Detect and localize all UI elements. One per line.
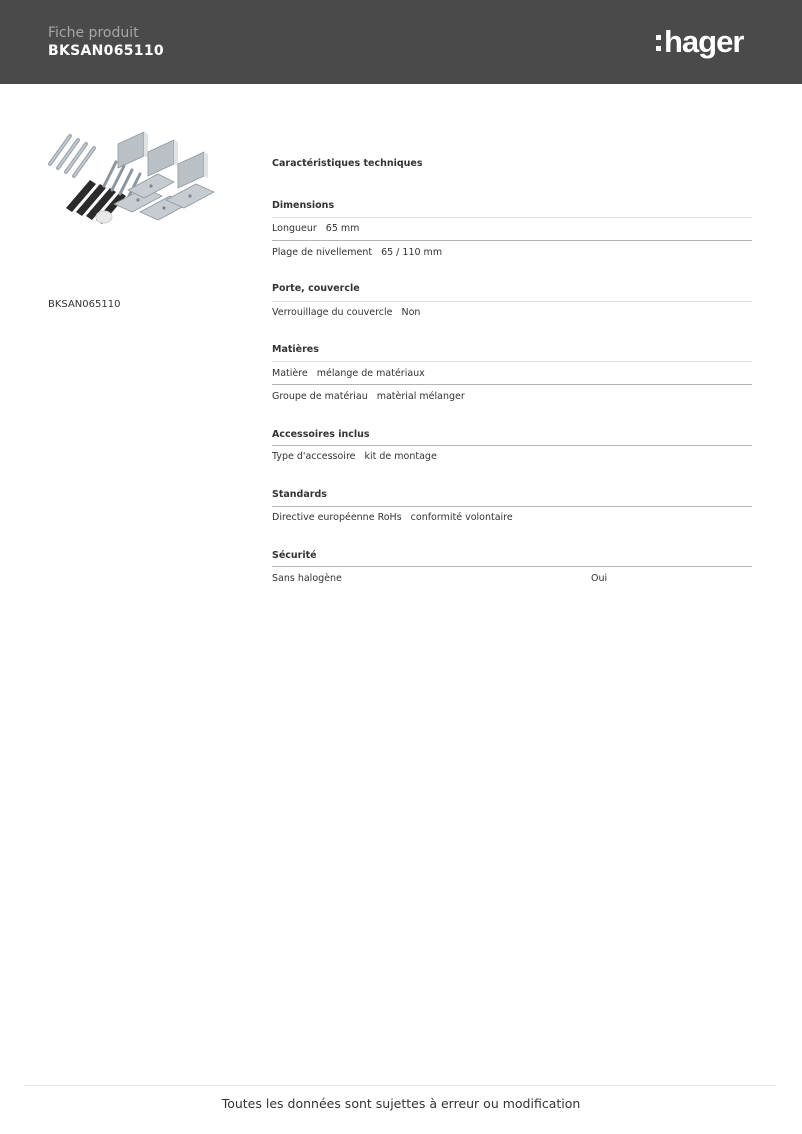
- divider: [272, 445, 752, 446]
- section-title-standards: Standards: [272, 489, 327, 500]
- spec-value: mélange de matériaux: [316, 368, 425, 379]
- spec-row: [272, 306, 420, 319]
- page-header: [0, 0, 802, 84]
- divider: [272, 240, 752, 241]
- brand-wordmark: hager: [664, 24, 744, 59]
- divider: [272, 506, 752, 507]
- spec-label: Sans halogène: [272, 573, 342, 584]
- divider: [272, 217, 752, 218]
- section-title-porte-couvercle: Porte, couvercle: [272, 283, 360, 294]
- divider: [272, 384, 752, 385]
- product-photo-icon: [44, 124, 218, 230]
- header-title: BKSAN065110: [48, 43, 164, 59]
- spec-value: conformité volontaire: [410, 512, 513, 523]
- spec-value: 65 mm: [325, 223, 360, 234]
- divider: [272, 361, 752, 362]
- spec-label: Matière: [272, 368, 308, 379]
- spec-value: Oui: [591, 573, 608, 584]
- section-title-securite: Sécurité: [272, 550, 317, 561]
- section-title-dimensions: Dimensions: [272, 200, 335, 211]
- spec-row: [272, 222, 359, 235]
- spec-value: Non: [401, 307, 421, 318]
- spec-row: [272, 511, 513, 524]
- spec-row: [272, 246, 442, 259]
- spec-label: Directive européenne RoHs: [272, 512, 402, 523]
- footer-disclaimer: Toutes les données sont sujettes à erreur ou modification: [221, 1096, 581, 1111]
- footer-divider: [24, 1085, 776, 1086]
- product-reference: BKSAN065110: [48, 299, 121, 310]
- brand-logo: [656, 22, 743, 62]
- spec-value: matèrial mélanger: [376, 391, 465, 402]
- spec-row: [272, 390, 465, 403]
- divider: [272, 566, 752, 567]
- spec-label: Type d'accessoire: [272, 451, 356, 462]
- spec-label: Verrouillage du couvercle: [272, 307, 393, 318]
- spec-label: Longueur: [272, 223, 317, 234]
- section-title-matieres: Matières: [272, 344, 319, 355]
- spec-value: 65 / 110 mm: [381, 247, 443, 258]
- spec-label: Plage de nivellement: [272, 247, 373, 258]
- spec-row: [272, 367, 425, 380]
- spec-value: kit de montage: [364, 451, 437, 462]
- header-subtitle: Fiche produit: [48, 25, 139, 41]
- section-title-accessoires: Accessoires inclus: [272, 429, 370, 440]
- specs-title: Caractéristiques techniques: [272, 158, 423, 169]
- spec-row: [272, 450, 437, 463]
- spec-label: Groupe de matériau: [272, 391, 368, 402]
- divider: [272, 301, 752, 302]
- brand-colon-icon: [656, 35, 661, 51]
